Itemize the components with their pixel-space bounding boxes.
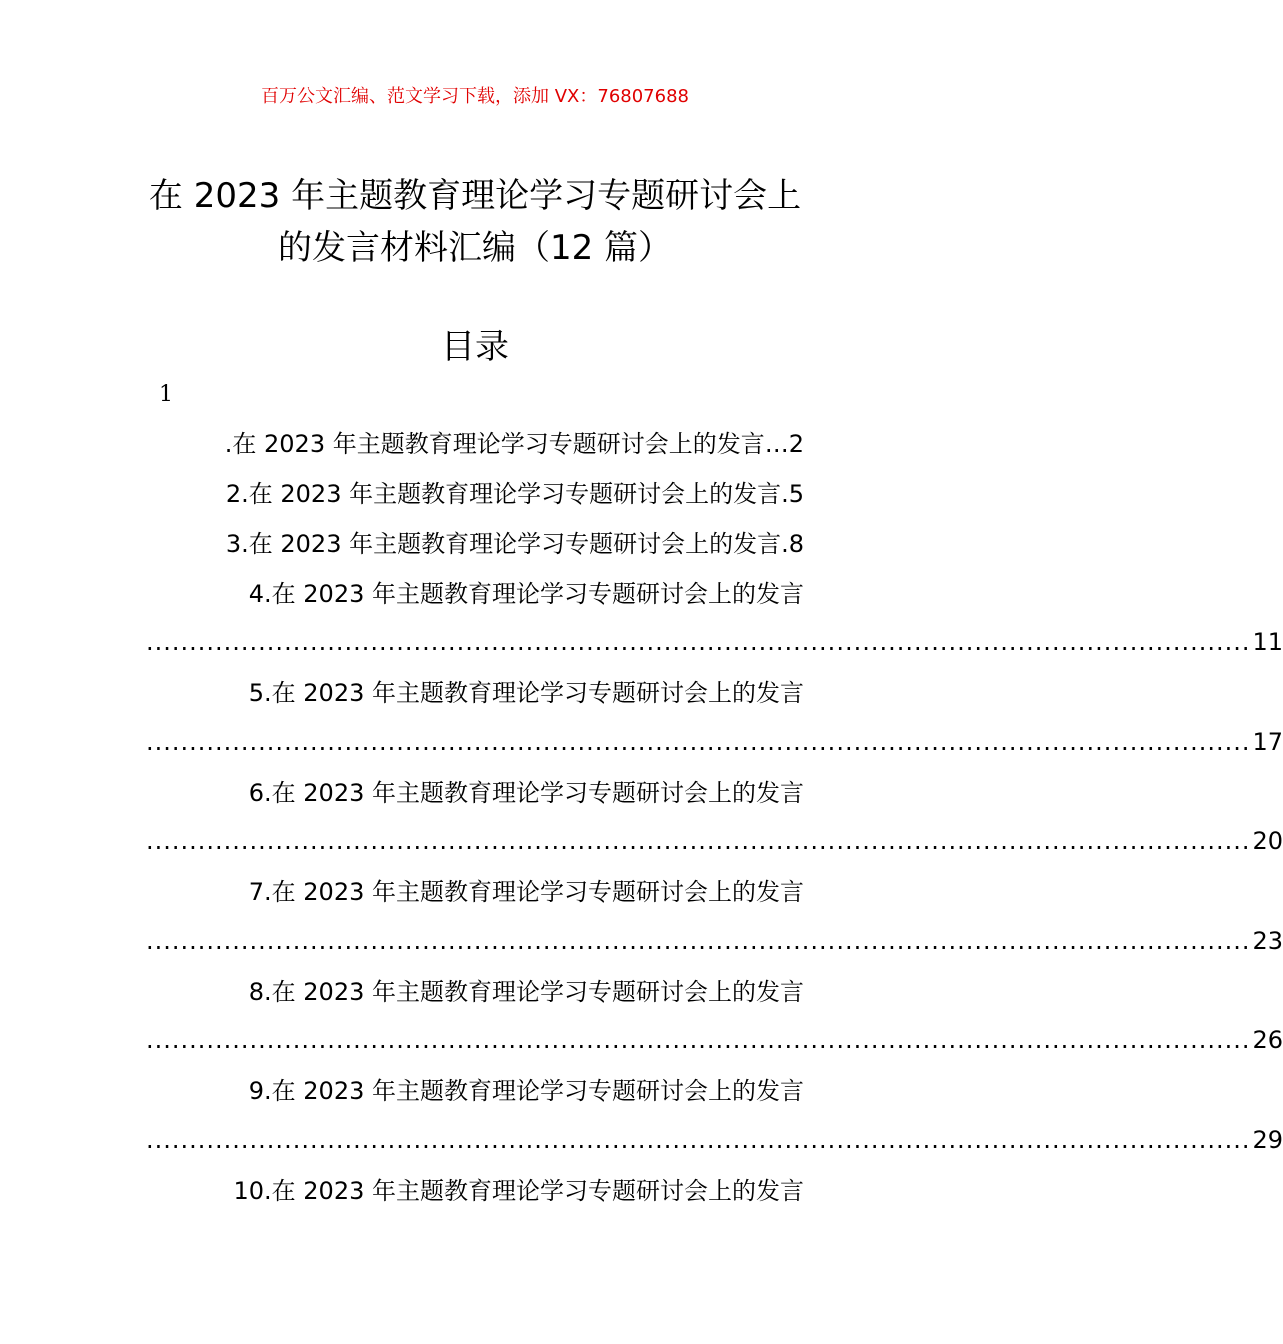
toc-leader-dots: ................................................................................................................................ <box>146 827 1251 855</box>
toc-page-number: 26 <box>1252 1026 1283 1054</box>
toc-entry-4[interactable]: 4.在 2023 年主题教育理论学习专题研讨会上的发言 <box>248 580 804 608</box>
toc-leader-6[interactable] <box>146 823 1283 859</box>
toc-entry-6[interactable]: 6.在 2023 年主题教育理论学习专题研讨会上的发言 <box>248 779 804 807</box>
toc-leader-8[interactable] <box>146 1022 1283 1058</box>
toc-leader-4[interactable] <box>146 624 1283 660</box>
document-title-line-1: 在 2023 年主题教育理论学习专题研讨会上 <box>148 176 802 216</box>
toc-entry-3[interactable]: 3.在 2023 年主题教育理论学习专题研讨会上的发言.8 <box>225 530 804 558</box>
toc-page-number: 29 <box>1252 1126 1283 1154</box>
toc-page-number: 17 <box>1252 728 1283 756</box>
toc-leader-9[interactable] <box>146 1122 1283 1158</box>
document-title <box>140 170 810 274</box>
toc-leader-dots: ................................................................................................................................ <box>146 927 1251 955</box>
toc-leader-dots: ................................................................................................................................ <box>146 1026 1251 1054</box>
toc-page-number: 20 <box>1252 827 1283 855</box>
toc-page-number: 23 <box>1252 927 1283 955</box>
toc-entry-10[interactable]: 10.在 2023 年主题教育理论学习专题研讨会上的发言 <box>233 1177 804 1205</box>
document-title-line-2: 的发言材料汇编（12 篇） <box>277 228 673 268</box>
toc-leader-dots: ................................................................................................................................ <box>146 728 1251 756</box>
toc-page-number: 11 <box>1252 628 1283 656</box>
toc-entry-7[interactable]: 7.在 2023 年主题教育理论学习专题研讨会上的发言 <box>248 878 804 906</box>
toc-entry-1[interactable]: .在 2023 年主题教育理论学习专题研讨会上的发言…2 <box>224 430 804 458</box>
toc-leader-5[interactable] <box>146 724 1283 760</box>
toc-stray-number: 1 <box>159 382 173 407</box>
toc-leader-7[interactable] <box>146 923 1283 959</box>
toc-heading: 目录 <box>441 327 509 367</box>
toc-entry-2[interactable]: 2.在 2023 年主题教育理论学习专题研讨会上的发言.5 <box>225 480 804 508</box>
toc-leader-dots: ................................................................................................................................ <box>146 628 1251 656</box>
toc-entry-9[interactable]: 9.在 2023 年主题教育理论学习专题研讨会上的发言 <box>248 1077 804 1105</box>
toc-entry-8[interactable]: 8.在 2023 年主题教育理论学习专题研讨会上的发言 <box>248 978 804 1006</box>
header-note: 百万公文汇编、范文学习下载，添加 VX：76807688 <box>261 86 689 107</box>
toc-entry-5[interactable]: 5.在 2023 年主题教育理论学习专题研讨会上的发言 <box>248 679 804 707</box>
toc-leader-dots: ................................................................................................................................ <box>146 1126 1251 1154</box>
